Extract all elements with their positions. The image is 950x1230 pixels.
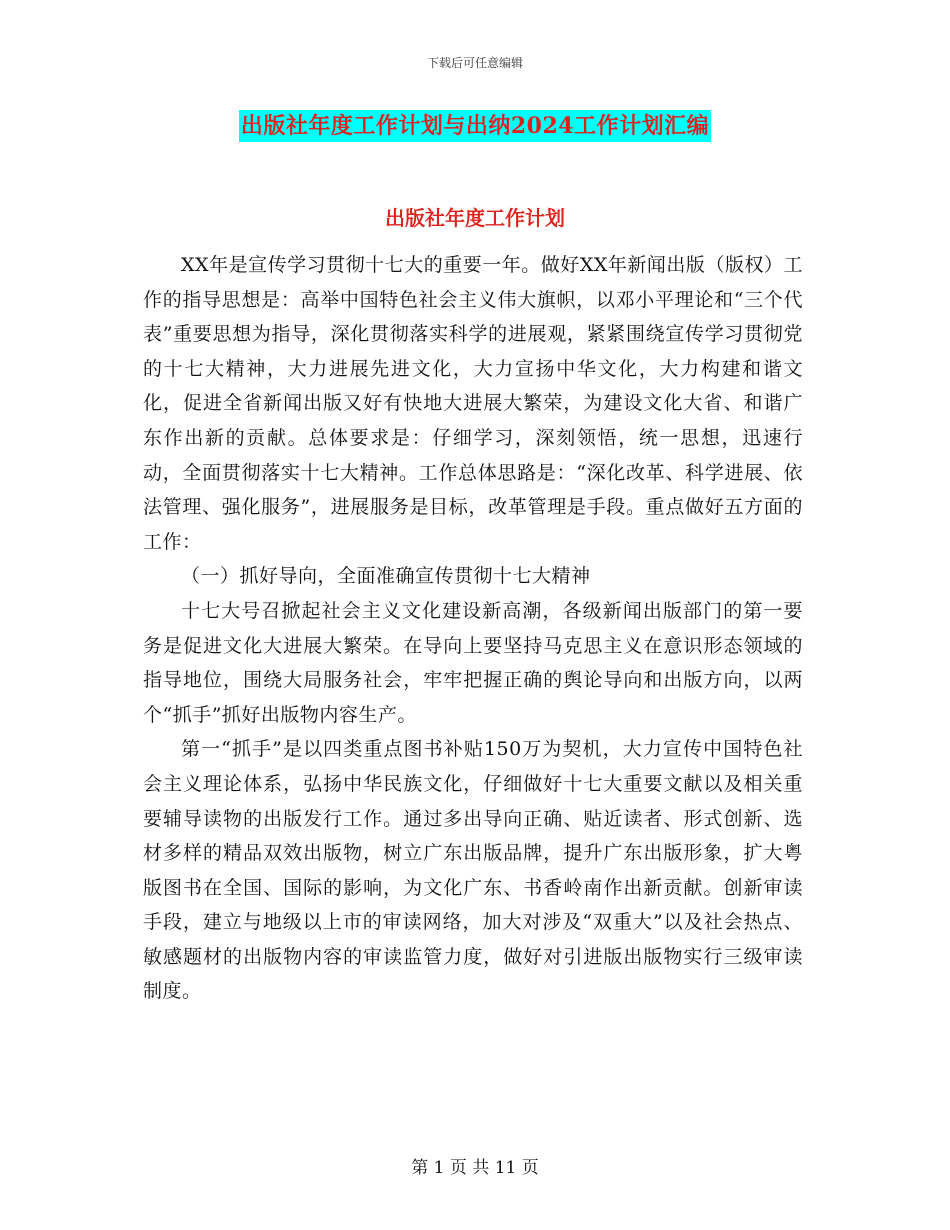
paragraph-subheading-1: （一）抓好导向，全面准确宣传贯彻十七大精神 bbox=[181, 565, 591, 588]
page-footer: 第 1 页 共 11 页 bbox=[411, 1158, 539, 1178]
section-title: 出版社年度工作计划 bbox=[385, 206, 565, 230]
paragraph-intro: XX年是宣传学习贯彻十七大的重要一年。做好XX年新闻出版（版权）工作的指导思想是：高举中国特色社会主义伟大旗帜，以邓小平理论和“三个代表”重要思想为指导，深化贯彻落实科学的进展观，紧紧围绕宣传学习贯彻党的十七大精神，大力进展先进文化，大力宣扬中华文化，大力构建和谐文化，促进全省新闻出版又好有快地大进展大繁荣，为建设文化大省、和谐广东作出新的贡献。总体要求是：仔细学习，深刻领悟，统一思想，迅速行动，全面贯彻落实十七大精神。工作总体思路是：“深化改革、科学进展、依法管理、强化服务”，进展服务是目标，改革管理是手段。重点做好五方面的工作： bbox=[143, 254, 803, 553]
document-title-container bbox=[0, 110, 950, 142]
paragraph-first-handle: 第一“抓手”是以四类重点图书补贴150万为契机，大力宣传中国特色社会主义理论体系，弘扬中华民族文化，仔细做好十七大重要文献以及相关重要辅导读物的出版发行工作。通过多出导向正确、贴近读者、形式创新、选材多样的精品双效出版物，树立广东出版品牌，提升广东出版形象，扩大粤版图书在全国、国际的影响，为文化广东、书香岭南作出新贡献。创新审读手段，建立与地级以上市的审读网络，加大对涉及“双重大”以及社会热点、敏感题材的出版物内容的审读监管力度，做好对引进版出版物实行三级审读制度。 bbox=[143, 738, 803, 1003]
document-title: 出版社年度工作计划与出纳2024工作计划汇编 bbox=[239, 110, 711, 142]
paragraph-guidance: 十七大号召掀起社会主义文化建设新高潮，各级新闻出版部门的第一要务是促进文化大进展大繁荣。在导向上要坚持马克思主义在意识形态领域的指导地位，围绕大局服务社会，牢牢把握正确的舆论导向和出版方向，以两个“抓手”抓好出版物内容生产。 bbox=[143, 599, 803, 726]
document-body bbox=[143, 248, 803, 1009]
page-header-note: 下载后可任意编辑 bbox=[426, 56, 523, 70]
